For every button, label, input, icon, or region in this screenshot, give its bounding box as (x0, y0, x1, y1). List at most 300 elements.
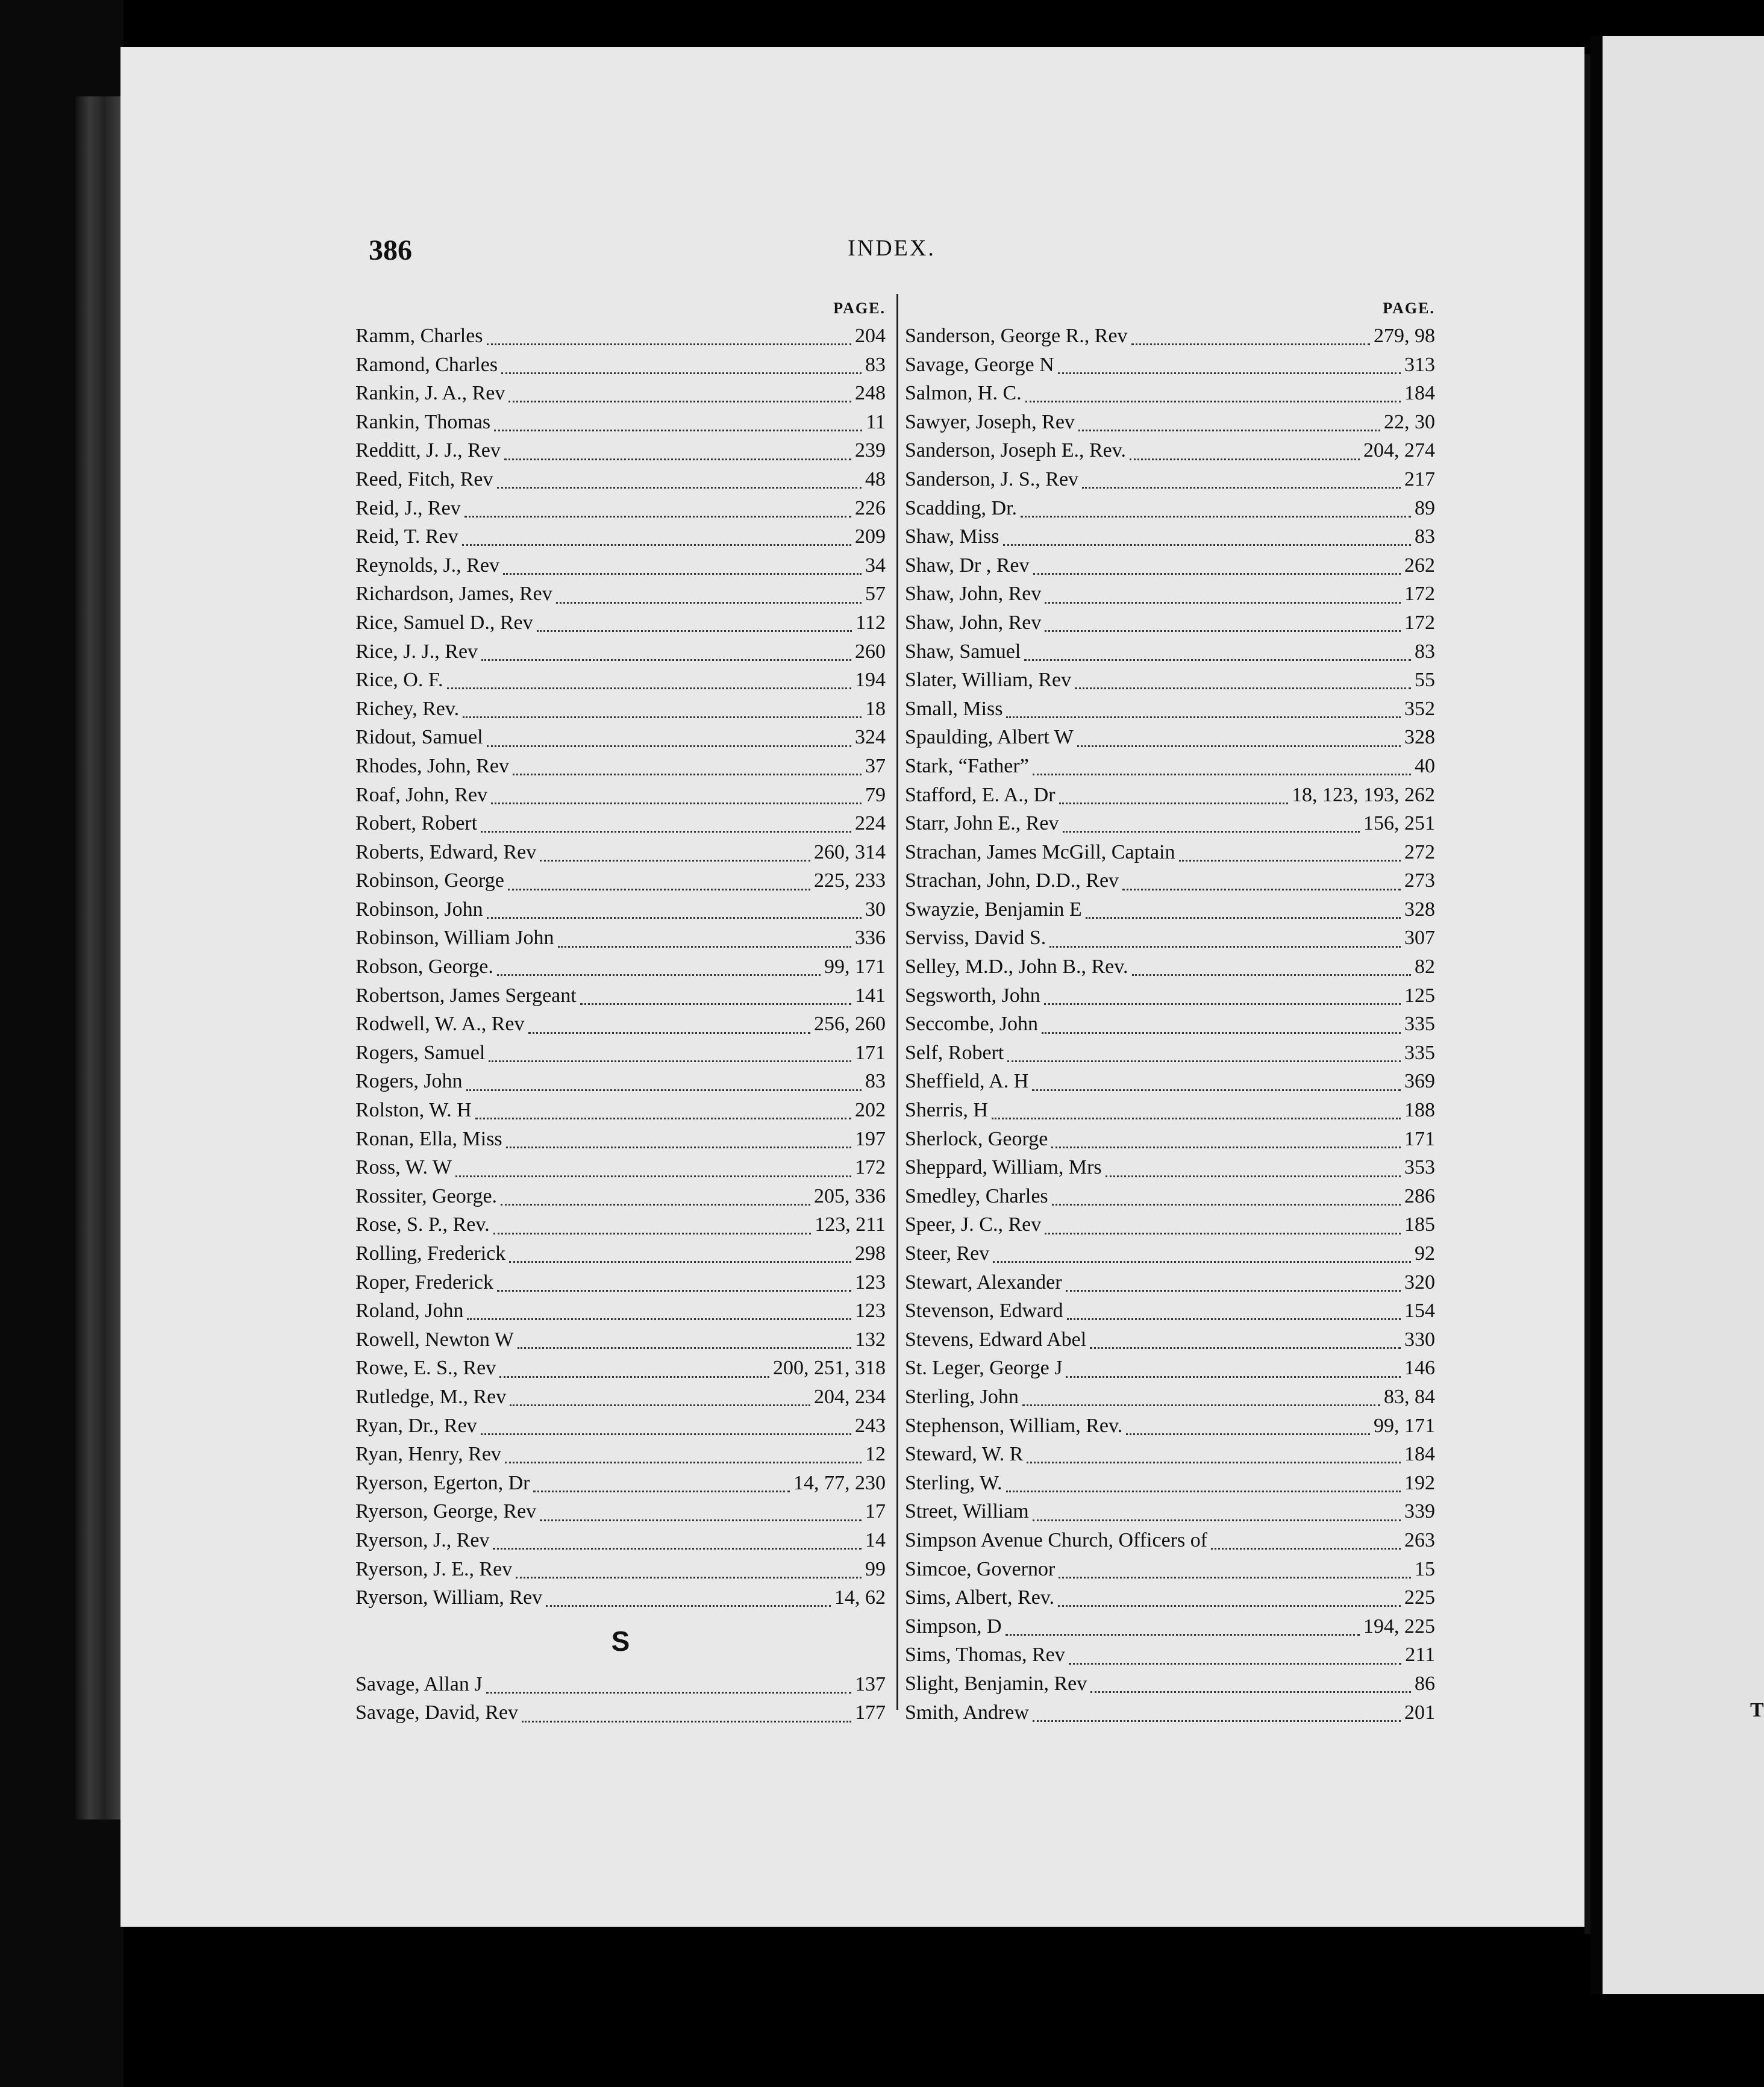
dot-leader (1126, 1426, 1370, 1435)
column-header: PAGE. (833, 299, 886, 317)
entry-pages: 171 (1404, 1127, 1435, 1150)
entry-pages: 34 (865, 554, 886, 577)
entry-name: Rice, O. F. (355, 669, 443, 692)
entry-name: Starr, John E., Rev (905, 812, 1059, 835)
entry-list (355, 322, 886, 1612)
index-entry (905, 1325, 1435, 1354)
dot-leader (505, 1454, 862, 1463)
index-entry (905, 1440, 1435, 1469)
dot-leader (1006, 1483, 1401, 1492)
index-entry (905, 1039, 1435, 1068)
entry-name: Richey, Rev. (355, 697, 460, 720)
entry-name: Smedley, Charles (905, 1184, 1048, 1207)
entry-pages: 209 (855, 525, 886, 548)
dot-leader (516, 1569, 862, 1579)
entry-name: Stevenson, Edward (905, 1300, 1063, 1322)
index-entry (905, 666, 1435, 695)
dot-leader (1051, 1139, 1401, 1148)
index-entry (905, 1555, 1435, 1584)
entry-name: Sherlock, George (905, 1127, 1048, 1150)
index-entry (355, 695, 886, 724)
dot-leader (509, 1254, 851, 1263)
dot-leader (540, 853, 810, 862)
entry-pages: 335 (1404, 1013, 1435, 1036)
entry-pages: 217 (1404, 468, 1435, 490)
entry-name: Steer, Rev (905, 1242, 990, 1265)
dot-leader (1024, 652, 1411, 661)
dot-leader (1179, 853, 1401, 862)
entry-name: Rolling, Frederick (355, 1242, 506, 1265)
entry-pages: 171 (855, 1041, 886, 1064)
index-entry (905, 953, 1435, 981)
entry-name: Rhodes, John, Rev (355, 754, 509, 777)
section-entry-list (355, 1670, 886, 1727)
index-entry (355, 1239, 886, 1268)
dot-leader (462, 537, 851, 546)
index-entry (905, 866, 1435, 895)
dot-leader (497, 967, 821, 976)
dot-leader (1033, 1713, 1401, 1722)
dot-leader (1075, 680, 1411, 689)
index-entry (355, 924, 886, 953)
entry-pages: 177 (855, 1701, 886, 1724)
entry-pages: 369 (1404, 1070, 1435, 1093)
entry-name: Ramond, Charles (355, 353, 498, 376)
dot-leader (1003, 537, 1412, 546)
index-entry (355, 1526, 886, 1555)
entry-pages: 328 (1404, 898, 1435, 921)
column-header: PAGE. (1383, 299, 1435, 317)
index-entry (905, 609, 1435, 637)
entry-pages: 57 (865, 583, 886, 605)
entry-name: Swayzie, Benjamin E (905, 898, 1082, 921)
index-entry (905, 1125, 1435, 1154)
dot-leader (993, 1254, 1411, 1263)
index-entry (355, 580, 886, 609)
entry-name: Richardson, James, Rev (355, 583, 552, 605)
index-entry (905, 551, 1435, 580)
entry-pages: 12 (865, 1443, 886, 1466)
dot-leader (493, 1541, 862, 1550)
entry-pages: 172 (1404, 583, 1435, 605)
entry-pages: 99 (865, 1557, 886, 1580)
dot-leader (1211, 1541, 1401, 1550)
entry-name: Slight, Benjamin, Rev (905, 1672, 1087, 1695)
entry-pages: 92 (1415, 1242, 1435, 1265)
dot-leader (487, 910, 862, 919)
entry-pages: 154 (1404, 1300, 1435, 1322)
entry-pages: 260, 314 (814, 840, 886, 863)
dot-leader (1045, 595, 1401, 604)
index-entry (905, 1497, 1435, 1526)
entry-pages: 14, 62 (834, 1586, 886, 1609)
index-entry (355, 1354, 886, 1383)
entry-pages: 243 (855, 1414, 886, 1437)
entry-pages: 286 (1404, 1184, 1435, 1207)
index-entry (905, 436, 1435, 465)
entry-pages: 335 (1404, 1041, 1435, 1064)
dot-leader (1082, 480, 1401, 489)
entry-name: Reynolds, J., Rev (355, 554, 499, 577)
dot-leader (1045, 1225, 1401, 1234)
index-entry (905, 1239, 1435, 1268)
dot-leader (1007, 1053, 1401, 1062)
facing-page-mark: T (1750, 1699, 1764, 1721)
index-entry (905, 1354, 1435, 1383)
index-entry (355, 723, 886, 752)
entry-name: Stafford, E. A., Dr (905, 783, 1056, 806)
entry-pages: 324 (855, 726, 886, 749)
entry-name: Scadding, Dr. (905, 496, 1018, 519)
dot-leader (466, 1082, 862, 1091)
dot-leader (1044, 996, 1401, 1005)
dot-leader (528, 1025, 810, 1034)
index-entry (905, 1669, 1435, 1698)
index-entry (355, 752, 886, 781)
dot-leader (481, 824, 851, 833)
index-entry (905, 1526, 1435, 1555)
entry-name: Roland, John (355, 1300, 464, 1322)
entry-pages: 320 (1404, 1271, 1435, 1294)
index-entry (905, 637, 1435, 666)
entry-list (905, 322, 1435, 1727)
entry-pages: 307 (1404, 927, 1435, 950)
entry-name: Salmon, H. C. (905, 382, 1022, 405)
index-entry (905, 580, 1435, 609)
entry-name: Stewart, Alexander (905, 1271, 1062, 1294)
dot-leader (513, 766, 862, 775)
entry-name: Robinson, William John (355, 927, 554, 950)
entry-name: Stark, “Father” (905, 754, 1029, 777)
dot-leader (493, 1225, 812, 1234)
entry-name: Segsworth, John (905, 984, 1040, 1007)
entry-name: Roaf, John, Rev (355, 783, 488, 806)
section-letter: S (611, 1625, 630, 1657)
entry-pages: 86 (1415, 1672, 1435, 1695)
entry-pages: 298 (855, 1242, 886, 1265)
entry-pages: 83 (865, 353, 886, 376)
entry-pages: 22, 30 (1384, 410, 1435, 433)
index-entry (355, 408, 886, 437)
entry-name: Sheffield, A. H (905, 1070, 1029, 1093)
entry-pages: 146 (1404, 1357, 1435, 1380)
index-column-left (355, 295, 886, 1727)
entry-name: Sanderson, Joseph E., Rev. (905, 439, 1127, 462)
index-entry (905, 781, 1435, 810)
entry-pages: 83 (1415, 525, 1435, 548)
index-entry (355, 1497, 886, 1526)
dot-leader (1058, 1598, 1401, 1607)
entry-pages: 37 (865, 754, 886, 777)
dot-leader (1086, 910, 1401, 919)
index-entry (355, 1182, 886, 1211)
index-entry (355, 1125, 886, 1154)
dot-leader (518, 1340, 851, 1349)
index-entry (355, 522, 886, 551)
entry-pages: 260 (855, 640, 886, 663)
index-entry (355, 1325, 886, 1354)
index-entry (905, 1182, 1435, 1211)
index-entry (905, 924, 1435, 953)
index-entry (905, 1612, 1435, 1641)
entry-name: Sterling, John (905, 1385, 1019, 1408)
entry-name: Slater, William, Rev (905, 669, 1072, 692)
entry-name: Ryerson, George, Rev (355, 1500, 537, 1523)
entry-name: Ramm, Charles (355, 325, 483, 347)
entry-name: Rogers, John (355, 1070, 463, 1093)
entry-pages: 83 (1415, 640, 1435, 663)
dot-leader (508, 393, 851, 402)
facing-page (1603, 36, 1764, 1994)
dot-leader (464, 508, 851, 518)
dot-leader (1078, 422, 1380, 431)
entry-name: Sanderson, J. S., Rev (905, 468, 1079, 490)
dot-leader (1090, 1340, 1401, 1349)
entry-pages: 99, 171 (1374, 1414, 1435, 1437)
index-entry (355, 1555, 886, 1584)
index-entry (355, 465, 886, 494)
dot-leader (1059, 795, 1288, 804)
index-entry (355, 781, 886, 810)
entry-name: Simpson, D (905, 1615, 1002, 1638)
entry-pages: 204, 274 (1363, 439, 1435, 462)
entry-pages: 123 (855, 1300, 886, 1322)
entry-name: Rankin, J. A., Rev (355, 382, 505, 405)
dot-leader (503, 566, 862, 575)
dot-leader (455, 1168, 851, 1177)
entry-name: Ryerson, Egerton, Dr (355, 1471, 530, 1494)
entry-name: Reid, T. Rev (355, 525, 458, 548)
index-entry (355, 322, 886, 351)
dot-leader (1066, 1283, 1401, 1292)
dot-leader (1131, 336, 1370, 345)
column-divider (896, 294, 898, 1710)
entry-name: Rankin, Thomas (355, 410, 491, 433)
entry-name: Simpson Avenue Church, Officers of (905, 1528, 1208, 1551)
entry-name: Rowell, Newton W (355, 1328, 514, 1351)
index-entry (905, 895, 1435, 924)
entry-name: Ryerson, William, Rev (355, 1586, 543, 1609)
index-entry (355, 809, 886, 838)
entry-pages: 336 (855, 927, 886, 950)
entry-pages: 339 (1404, 1500, 1435, 1523)
dot-leader (1058, 365, 1401, 374)
dot-leader (1021, 508, 1411, 518)
dot-leader (1049, 939, 1401, 948)
entry-pages: 132 (855, 1328, 886, 1351)
entry-pages: 137 (855, 1672, 886, 1695)
dot-leader (1132, 967, 1411, 976)
entry-name: Reid, J., Rev (355, 496, 461, 519)
entry-pages: 83 (865, 1070, 886, 1093)
index-entry (355, 379, 886, 408)
entry-pages: 330 (1404, 1328, 1435, 1351)
entry-name: Ryerson, J., Rev (355, 1528, 490, 1551)
dot-leader (497, 480, 862, 489)
entry-name: Robinson, George (355, 869, 504, 892)
index-entry (355, 551, 886, 580)
index-entry (905, 494, 1435, 523)
dot-leader (501, 365, 862, 374)
entry-pages: 273 (1404, 869, 1435, 892)
index-entry (355, 1698, 886, 1727)
entry-pages: 14, 77, 230 (793, 1471, 886, 1494)
entry-name: Savage, George N (905, 353, 1054, 376)
index-entry (905, 752, 1435, 781)
dot-leader (481, 652, 851, 661)
dot-leader (499, 1369, 769, 1378)
entry-pages: 82 (1415, 956, 1435, 978)
entry-name: Rowe, E. S., Rev (355, 1357, 496, 1380)
entry-name: Rolston, W. H (355, 1099, 472, 1122)
index-entry (905, 379, 1435, 408)
index-entry (355, 1067, 886, 1096)
entry-name: Sanderson, George R., Rev (905, 325, 1128, 347)
entry-pages: 353 (1404, 1156, 1435, 1179)
entry-pages: 79 (865, 783, 886, 806)
entry-name: Ryan, Dr., Rev (355, 1414, 477, 1437)
index-entry (355, 1268, 886, 1297)
entry-pages: 15 (1415, 1557, 1435, 1580)
entry-name: Simcoe, Governor (905, 1557, 1056, 1580)
entry-name: Rutledge, M., Rev (355, 1385, 507, 1408)
entry-name: Rice, Samuel D., Rev (355, 611, 533, 634)
index-entry (355, 838, 886, 867)
dot-leader (556, 595, 862, 604)
entry-pages: 184 (1404, 382, 1435, 405)
dot-leader (508, 881, 810, 890)
entry-name: Selley, M.D., John B., Rev. (905, 956, 1128, 978)
index-entry (905, 1297, 1435, 1325)
entry-name: Stevens, Edward Abel (905, 1328, 1087, 1351)
entry-name: Robinson, John (355, 898, 483, 921)
dot-leader (501, 1197, 810, 1206)
entry-pages: 89 (1415, 496, 1435, 519)
entry-pages: 123, 211 (815, 1213, 886, 1236)
entry-name: Shaw, Samuel (905, 640, 1021, 663)
entry-pages: 123 (855, 1271, 886, 1294)
entry-pages: 185 (1404, 1213, 1435, 1236)
entry-name: St. Leger, George J (905, 1357, 1063, 1380)
entry-pages: 48 (865, 468, 886, 490)
entry-name: Roper, Frederick (355, 1271, 494, 1294)
index-entry (905, 465, 1435, 494)
entry-pages: 184 (1404, 1443, 1435, 1466)
dot-leader (580, 996, 851, 1005)
dot-leader (497, 1283, 851, 1292)
entry-name: Rossiter, George. (355, 1184, 498, 1207)
entry-pages: 172 (855, 1156, 886, 1179)
index-entry (355, 637, 886, 666)
entry-pages: 204 (855, 325, 886, 347)
dot-leader (1052, 1197, 1401, 1206)
index-entry (905, 1412, 1435, 1441)
dot-leader (1025, 393, 1401, 402)
dot-leader (1006, 709, 1401, 718)
entry-name: Shaw, Dr , Rev (905, 554, 1030, 577)
dot-leader (1027, 1454, 1401, 1463)
entry-name: Rose, S. P., Rev. (355, 1213, 490, 1236)
entry-pages: 201 (1404, 1701, 1435, 1724)
index-entry (355, 1153, 886, 1182)
dot-leader (1022, 1397, 1380, 1406)
entry-pages: 256, 260 (814, 1013, 886, 1036)
dot-leader (487, 738, 851, 747)
dot-leader (1106, 1168, 1401, 1177)
index-entry (905, 723, 1435, 752)
index-entry (355, 1670, 886, 1699)
entry-name: Ronan, Ella, Miss (355, 1127, 502, 1150)
index-entry (905, 838, 1435, 867)
dot-leader (494, 422, 862, 431)
dot-leader (1042, 1025, 1401, 1034)
entry-name: Sawyer, Joseph, Rev (905, 410, 1075, 433)
entry-pages: 11 (866, 410, 886, 433)
entry-name: Rice, J. J., Rev (355, 640, 478, 663)
index-entry (905, 1096, 1435, 1125)
entry-name: Strachan, James McGill, Captain (905, 840, 1175, 863)
dot-leader (1090, 1684, 1411, 1693)
entry-pages: 141 (855, 984, 886, 1007)
index-entry (355, 1010, 886, 1039)
entry-pages: 18 (865, 697, 886, 720)
index-entry (355, 895, 886, 924)
dot-leader (1069, 1656, 1402, 1665)
entry-name: Strachan, John, D.D., Rev (905, 869, 1119, 892)
entry-name: Roberts, Edward, Rev (355, 840, 537, 863)
dot-leader (481, 1426, 851, 1435)
entry-name: Ryan, Henry, Rev (355, 1443, 501, 1466)
entry-pages: 313 (1404, 353, 1435, 376)
index-entry (355, 494, 886, 523)
entry-pages: 328 (1404, 726, 1435, 749)
entry-pages: 225 (1404, 1586, 1435, 1609)
entry-pages: 156, 251 (1363, 812, 1435, 835)
index-entry (355, 1469, 886, 1498)
entry-pages: 99, 171 (824, 956, 886, 978)
dot-leader (522, 1713, 851, 1722)
index-entry (355, 1039, 886, 1068)
index-entry (905, 1698, 1435, 1727)
index-entry (355, 1440, 886, 1469)
entry-name: Robert, Robert (355, 812, 478, 835)
entry-pages: 200, 251, 318 (773, 1357, 886, 1380)
entry-name: Serviss, David S. (905, 927, 1046, 950)
entry-name: Sterling, W. (905, 1471, 1002, 1494)
page-number: 386 (369, 234, 412, 266)
entry-name: Robson, George. (355, 956, 493, 978)
page-gap (1590, 36, 1603, 1994)
entry-pages: 226 (855, 496, 886, 519)
entry-name: Sherris, H (905, 1099, 988, 1122)
dot-leader (491, 795, 862, 804)
dot-leader (546, 1598, 831, 1607)
index-entry (905, 351, 1435, 380)
index-entry (355, 351, 886, 380)
entry-name: Sims, Thomas, Rev (905, 1644, 1065, 1666)
entry-pages: 225, 233 (814, 869, 886, 892)
index-entry (905, 1210, 1435, 1239)
dot-leader (533, 1483, 790, 1492)
index-entry (905, 1067, 1435, 1096)
dot-leader (447, 680, 851, 689)
index-entry (905, 408, 1435, 437)
dot-leader (1077, 738, 1401, 747)
entry-pages: 279, 98 (1374, 325, 1435, 347)
entry-name: Reed, Fitch, Rev (355, 468, 493, 490)
entry-name: Shaw, Miss (905, 525, 999, 548)
dot-leader (504, 451, 851, 460)
